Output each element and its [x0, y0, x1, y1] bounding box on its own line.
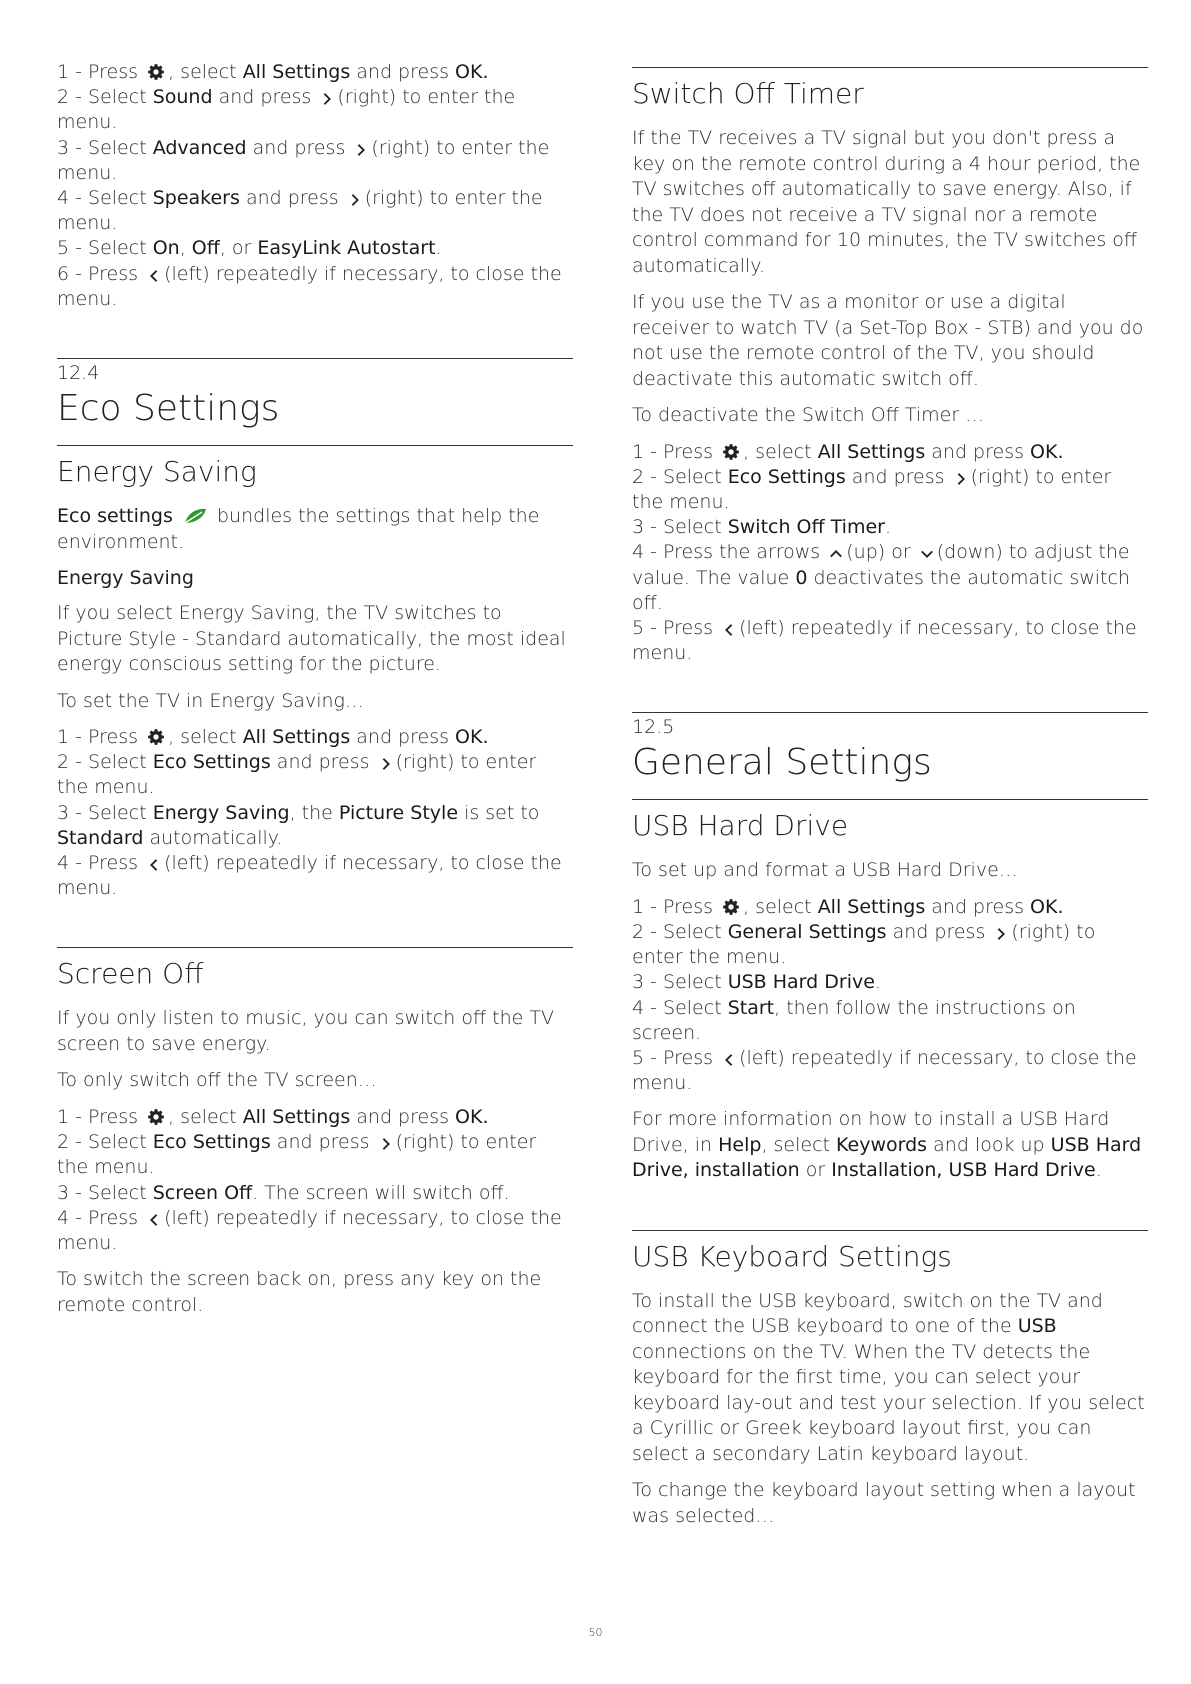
gear-icon: [722, 898, 740, 916]
step: 2 - Select General Settings and press (right) to enter the menu.: [632, 921, 1096, 969]
step: 3 - Select Switch Off Timer.: [632, 516, 892, 539]
section-divider: [57, 358, 573, 359]
gear-icon: [147, 1108, 165, 1126]
energy-steps: [57, 725, 573, 901]
step: 4 - Select Start, then follow the instructions on screen.: [632, 996, 1076, 1044]
right-column: [632, 60, 1148, 1540]
screen-off-steps: [57, 1105, 573, 1256]
paragraph: To set the TV in Energy Saving…: [57, 689, 364, 712]
chevron-left-icon: [147, 1213, 161, 1227]
paragraph: To set up and format a USB Hard Drive…: [632, 859, 1018, 882]
chevron-left-icon: [147, 269, 161, 283]
chevron-right-icon: [320, 92, 334, 106]
gear-icon: [722, 443, 740, 461]
section-number: 12.5: [632, 716, 675, 739]
subsection-divider: [632, 67, 1148, 68]
paragraph: For more information on how to install a USB Hard Drive, in Help, select Keywords and look up USB Hard Drive, installation or Installation, USB Hard Drive.: [632, 1108, 1142, 1182]
step: 1 - Press , select All Settings and press OK.: [57, 726, 489, 749]
paragraph: If you only listen to music, you can switch off the TV screen to save energy.: [57, 1007, 554, 1055]
chevron-down-icon: [920, 547, 934, 561]
usb-hard-drive-steps: [632, 895, 1148, 1097]
step: 2 - Select Eco Settings and press (right) to enter the menu.: [57, 1131, 537, 1179]
step: 1 - Press , select All Settings and press OK.: [57, 61, 489, 83]
step: 3 - Select USB Hard Drive.: [632, 971, 881, 994]
paragraph: To deactivate the Switch Off Timer …: [632, 404, 985, 426]
gear-icon: [147, 728, 165, 746]
step: 3 - Select Advanced and press (right) to enter the menu.: [57, 136, 550, 184]
step: 5 - Press (left) repeatedly if necessary, to close the menu.: [632, 1047, 1137, 1095]
paragraph: If you select Energy Saving, the TV switches to Picture Style - Standard automatically, the most ideal energy conscious setting for the picture.: [57, 602, 566, 676]
left-column: [57, 60, 573, 1329]
paragraph: To only switch off the TV screen…: [57, 1069, 377, 1092]
subsection-divider: [632, 799, 1148, 800]
subsection-divider: [57, 947, 573, 948]
step: 1 - Press , select All Settings and press OK.: [632, 895, 1064, 918]
chevron-left-icon: [722, 623, 736, 637]
step: 5 - Select On, Off, or EasyLink Autostart.: [57, 237, 442, 260]
chevron-up-icon: [829, 547, 843, 561]
chevron-right-icon: [348, 193, 362, 207]
chevron-right-icon: [379, 757, 393, 771]
section-title: General Settings: [632, 742, 932, 784]
subsection-title: USB Keyboard Settings: [632, 1239, 952, 1273]
chevron-left-icon: [147, 858, 161, 872]
step: 5 - Press (left) repeatedly if necessary, to close the menu.: [632, 616, 1137, 665]
section-divider: [632, 712, 1148, 713]
paragraph: To change the keyboard layout setting when a layout was selected…: [632, 1479, 1136, 1527]
step: 3 - Select Screen Off. The screen will switch off.: [57, 1181, 510, 1204]
step: 2 - Select Sound and press (right) to enter the menu.: [57, 86, 516, 134]
subsection-divider: [632, 1230, 1148, 1231]
subsection-divider: [57, 445, 573, 446]
chevron-right-icon: [994, 927, 1008, 941]
step: 1 - Press , select All Settings and press OK.: [57, 1105, 489, 1128]
sound-steps: [57, 60, 573, 312]
timer-steps: [632, 440, 1148, 667]
step: 4 - Press the arrows (up) or (down) to adjust the value. The value 0 deactivates the automatic switch off.: [632, 541, 1130, 614]
page-number: 50: [588, 1626, 603, 1639]
subheading: Energy Saving: [57, 567, 194, 590]
subsection-title: USB Hard Drive: [632, 809, 849, 843]
section-title: Eco Settings: [57, 388, 280, 430]
paragraph: If the TV receives a TV signal but you don't press a key on the remote control during a 4 hour period, the TV switches off automatically to save energy. Also, if the TV does not receive a TV signal nor a remote control command for 10 minutes, the TV switches off automatically.: [632, 127, 1141, 277]
step: 1 - Press , select All Settings and press OK.: [632, 440, 1064, 463]
chevron-left-icon: [722, 1053, 736, 1067]
paragraph: To switch the screen back on, press any key on the remote control.: [57, 1268, 542, 1316]
step: 4 - Press (left) repeatedly if necessary, to close the menu.: [57, 1206, 562, 1254]
step: 2 - Select Eco Settings and press (right) to enter the menu.: [632, 465, 1112, 513]
eco-leaf-icon: [182, 507, 208, 525]
chevron-right-icon: [954, 472, 968, 486]
subsection-title: Energy Saving: [57, 455, 257, 489]
subsection-title: Switch Off Timer: [632, 77, 864, 110]
step: 2 - Select Eco Settings and press (right) to enter the menu.: [57, 751, 537, 799]
chevron-right-icon: [354, 143, 368, 157]
step: 4 - Press (left) repeatedly if necessary, to close the menu.: [57, 852, 562, 900]
paragraph: To install the USB keyboard, switch on the TV and connect the USB keyboard to one of the USB connections on the TV. When the TV detects the keyboard for the first time, you can select your keyboard lay-out and test your selection. If you select a Cyrillic or Greek keyboard layout first, you can select a secondary Latin keyboard layout.: [632, 1289, 1145, 1465]
chevron-right-icon: [379, 1137, 393, 1151]
paragraph: If you use the TV as a monitor or use a digital receiver to watch TV (a Set-Top Box - STB) and you do not use the remote control of the TV, you should deactivate this automatic switch off.: [632, 291, 1144, 390]
step: 4 - Select Speakers and press (right) to enter the menu.: [57, 187, 543, 235]
gear-icon: [147, 63, 165, 81]
paragraph: Eco settings bundles the settings that help the environment.: [57, 505, 540, 553]
step: 6 - Press (left) repeatedly if necessary, to close the menu.: [57, 262, 562, 310]
section-number: 12.4: [57, 362, 100, 385]
subsection-title: Screen Off: [57, 957, 204, 991]
step: 3 - Select Energy Saving, the Picture Style is set to Standard automatically.: [57, 801, 540, 849]
